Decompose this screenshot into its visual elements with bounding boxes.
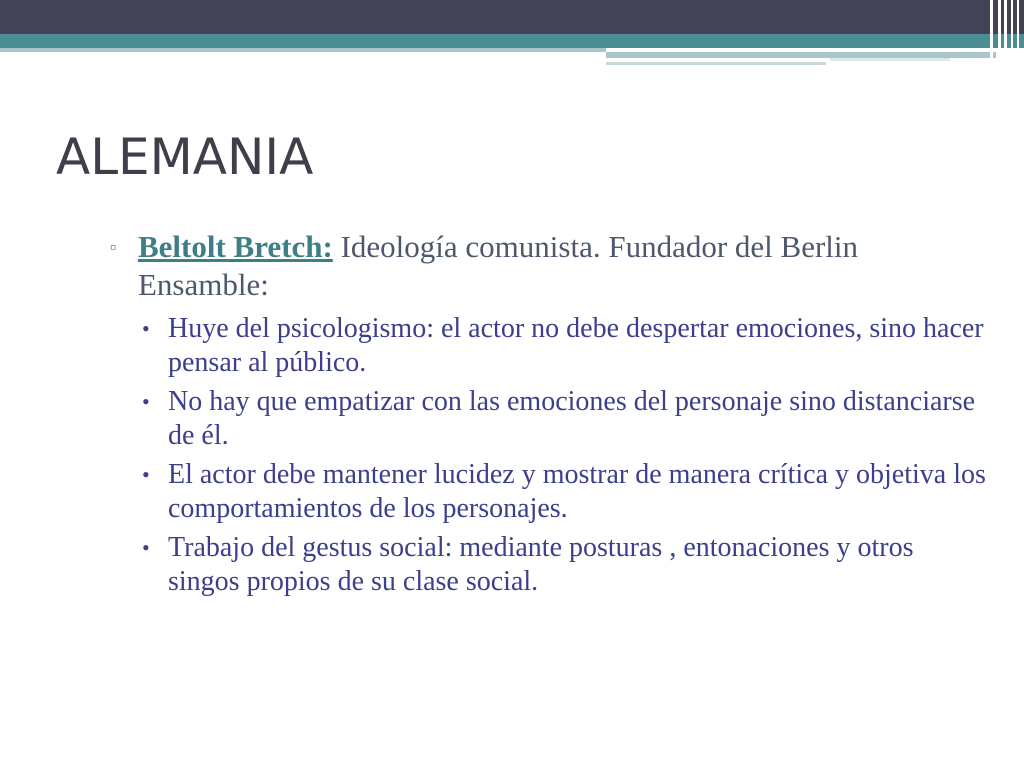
dot-bullet-icon: • (142, 535, 150, 560)
list-item-text: Trabajo del gestus social: mediante posturas , entonaciones y otros singos propios de su clase social. (168, 532, 914, 597)
slide-title: ALEMANIA (56, 128, 314, 186)
dot-bullet-icon: • (142, 462, 150, 487)
header-stripe (1017, 0, 1019, 68)
slide-content (110, 228, 990, 604)
sub-list (138, 312, 990, 599)
dot-bullet-icon: • (142, 389, 150, 414)
square-bullet-icon: ▫ (110, 237, 117, 257)
list-item (138, 312, 990, 380)
main-text: Ideología comunista. Fundador del Berlin Ensamble: (138, 229, 859, 302)
list-item-text: El actor debe mantener lucidez y mostrar de manera crítica y objetiva los comportamientos de los personajes. (168, 459, 986, 524)
header-stripes (984, 0, 1024, 68)
header-stripe (1004, 0, 1007, 68)
dot-bullet-icon: • (142, 316, 150, 341)
list-item (138, 458, 990, 526)
header-band-dark (0, 0, 1024, 34)
header-stripe (990, 0, 993, 66)
list-item-text: No hay que empatizar con las emociones del personaje sino distanciarse de él. (168, 386, 976, 451)
main-term: Beltolt Bretch: (138, 229, 333, 264)
header-stripe (1011, 0, 1013, 68)
list-item-text: Huye del psicologismo: el actor no debe despertar emociones, sino hacer pensar al público. (168, 313, 984, 378)
list-item (138, 531, 990, 599)
main-bullet (110, 228, 990, 304)
header-band-thin-right-2 (830, 58, 950, 61)
header-band-thin-right (606, 62, 826, 65)
header-band-teal (0, 34, 1024, 48)
header-stripe (998, 0, 1001, 68)
list-item (138, 385, 990, 453)
header-band-light-left (0, 48, 606, 52)
